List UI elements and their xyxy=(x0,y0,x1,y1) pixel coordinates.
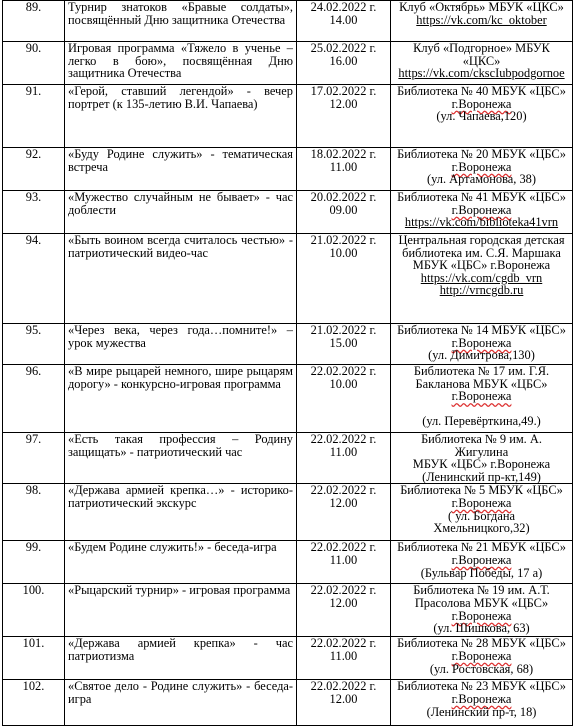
place-line: г.Воронежа xyxy=(451,335,512,350)
event-datetime xyxy=(297,433,391,484)
row-number: 99. xyxy=(3,541,65,584)
event-time: 11.00 xyxy=(329,159,358,174)
row-number: 100. xyxy=(3,584,65,637)
event-name: «Герой, ставший легендой» - вечер портрет (к 135-летию В.И. Чапаева) xyxy=(65,85,297,148)
place-link[interactable]: https://vk.com/biblioteka41vrn xyxy=(404,215,559,230)
table-row xyxy=(3,1,573,42)
event-time: 10.00 xyxy=(329,376,358,391)
event-place xyxy=(391,484,573,541)
place-link[interactable]: https://vk.com/ckscIubpodgornoe xyxy=(398,66,565,81)
place-line: Библиотека № 21 МБУК «ЦБС» xyxy=(397,540,566,555)
event-time: 10.00 xyxy=(329,245,358,260)
event-name: «Есть такая профессия – Родину защищать» - патриотический час xyxy=(65,433,297,484)
table-row xyxy=(3,365,573,433)
place-line: г.Воронежа xyxy=(451,202,512,217)
table-row xyxy=(3,484,573,541)
place-line: (Ленинский пр-кт,149) xyxy=(422,469,541,484)
event-datetime xyxy=(297,541,391,584)
event-date: 22.02.2022 г. xyxy=(310,432,377,446)
event-name: Турнир знатоков «Бравые солдаты», посвящённый Дню защитника Отечества xyxy=(65,1,297,42)
table-row xyxy=(3,234,573,324)
event-date: 22.02.2022 г. xyxy=(310,636,377,651)
row-number: 101. xyxy=(3,637,65,680)
event-name: «Мужество случайным не бывает» - час доблести xyxy=(65,191,297,234)
event-name: «Буду Родине служить» - тематическая встреча xyxy=(65,148,297,191)
place-line: МБУК «ЦБС» г.Воронежа xyxy=(412,457,551,472)
row-number: 102. xyxy=(3,680,65,726)
place-line: (Ленинский пр-т, 18) xyxy=(426,704,537,719)
event-place xyxy=(391,85,573,148)
place-link[interactable]: https://vk.com/kc_oktober xyxy=(416,12,547,27)
event-time: 11.00 xyxy=(329,552,358,567)
table-row xyxy=(3,148,573,191)
place-line: Библиотека № 28 МБУК «ЦБС» xyxy=(397,636,566,651)
place-line: Прасолова МБУК «ЦБС» xyxy=(414,595,549,610)
event-datetime xyxy=(297,148,391,191)
row-number: 91. xyxy=(3,85,65,148)
place-line: Библиотека № 17 им. Г.Я. xyxy=(413,364,550,378)
place-line: г.Воронежа xyxy=(451,691,512,706)
place-line: Библиотека № 9 им. А. Жигулина xyxy=(421,432,542,459)
event-time: 11.00 xyxy=(329,444,358,459)
event-name: Игровая программа «Тяжело в ученье – легко в бою», посвящённая Дню защитника Отечества xyxy=(65,42,297,85)
place-line: г.Воронежа xyxy=(451,608,512,623)
place-line: библиотека им. С.Я. Маршака xyxy=(402,245,561,260)
event-time: 12.00 xyxy=(329,595,358,610)
event-datetime xyxy=(297,191,391,234)
table-row xyxy=(3,433,573,484)
row-number: 96. xyxy=(3,365,65,433)
event-datetime xyxy=(297,324,391,365)
place-line: г.Воронежа xyxy=(451,96,512,111)
event-time: 14.00 xyxy=(329,12,358,27)
place-line: (ул. Димитрова,130) xyxy=(428,348,535,363)
event-place xyxy=(391,584,573,637)
table-row xyxy=(3,191,573,234)
event-date: 24.02.2022 г. xyxy=(310,0,377,14)
row-number: 93. xyxy=(3,191,65,234)
table-row xyxy=(3,85,573,148)
table-row xyxy=(3,637,573,680)
event-place xyxy=(391,365,573,433)
row-number: 89. xyxy=(3,1,65,42)
event-datetime xyxy=(297,584,391,637)
event-datetime xyxy=(297,680,391,726)
event-place xyxy=(391,148,573,191)
place-link[interactable]: https://vk.com/cgdb_vrn xyxy=(420,270,543,285)
event-date: 25.02.2022 г. xyxy=(310,41,377,55)
place-line: ( ул. Богдана xyxy=(448,508,515,523)
event-name: «Святое дело - Родине служить» - беседа-игра xyxy=(65,680,297,726)
place-line: г.Воронежа xyxy=(451,389,512,404)
table-row xyxy=(3,584,573,637)
table-row xyxy=(3,541,573,584)
row-number: 98. xyxy=(3,484,65,541)
row-number: 94. xyxy=(3,234,65,324)
place-line: г.Воронежа xyxy=(451,495,512,510)
event-time: 12.00 xyxy=(329,96,358,111)
event-name: «Будем Родине служить!» - беседа-игра xyxy=(65,541,297,584)
place-link[interactable]: http://vrncgdb.ru xyxy=(439,283,524,298)
place-line: Библиотека № 41 МБУК «ЦБС» xyxy=(397,190,566,204)
event-date: 22.02.2022 г. xyxy=(310,364,377,378)
place-line: (ул. Перевёрткина,49.) xyxy=(422,414,541,429)
event-place xyxy=(391,433,573,484)
event-name: «В мире рыцарей немного, шире рыцарям дорогу» - конкурсно-игровая программа xyxy=(65,365,297,433)
events-table-body xyxy=(3,1,573,726)
place-line: Библиотека № 40 МБУК «ЦБС» xyxy=(397,84,566,98)
event-time: 15.00 xyxy=(329,335,358,350)
event-place xyxy=(391,541,573,584)
place-line: Библиотека № 14 МБУК «ЦБС» xyxy=(397,323,566,337)
place-line: (ул. Чапаева,120) xyxy=(436,109,527,124)
event-place xyxy=(391,637,573,680)
event-date: 22.02.2022 г. xyxy=(310,679,377,694)
event-place xyxy=(391,42,573,85)
event-datetime xyxy=(297,1,391,42)
event-datetime xyxy=(297,42,391,85)
place-line: (ул. Артамонова, 38) xyxy=(427,172,536,187)
event-date: 20.02.2022 г. xyxy=(310,190,377,204)
table-row xyxy=(3,42,573,85)
place-line: Клуб «Подгорное» МБУК «ЦКС» xyxy=(413,41,550,68)
event-place xyxy=(391,1,573,42)
place-line: МБУК «ЦБС» г.Воронежа xyxy=(412,258,551,273)
event-place xyxy=(391,191,573,234)
event-date: 22.02.2022 г. xyxy=(310,583,377,598)
event-datetime xyxy=(297,484,391,541)
place-line: Клуб «Октябрь» МБУК «ЦКС» xyxy=(399,0,564,14)
event-name: «Рыцарский турнир» - игровая программа xyxy=(65,584,297,637)
event-time: 12.00 xyxy=(329,691,358,706)
event-name: «Держава армией крепка» - час патриотизма xyxy=(65,637,297,680)
event-datetime xyxy=(297,234,391,324)
table-row xyxy=(3,680,573,726)
event-date: 18.02.2022 г. xyxy=(310,147,377,161)
table-row xyxy=(3,324,573,365)
place-line: (Бульвар Победы, 17 а) xyxy=(420,565,543,580)
event-datetime xyxy=(297,637,391,680)
row-number: 97. xyxy=(3,433,65,484)
place-line: Центральная городская детская xyxy=(398,233,565,247)
event-name: «Держава армией крепка…» - историко-патриотический экскурс xyxy=(65,484,297,541)
row-number: 95. xyxy=(3,324,65,365)
place-line: Библиотека № 19 им. А.Т. xyxy=(413,583,550,598)
event-date: 22.02.2022 г. xyxy=(310,540,377,555)
event-datetime xyxy=(297,365,391,433)
place-line: (ул. Шишкова, 63) xyxy=(433,621,530,636)
place-line: г.Воронежа xyxy=(451,552,512,567)
event-date: 21.02.2022 г. xyxy=(310,233,377,247)
event-time: 16.00 xyxy=(329,53,358,68)
place-line: Библиотека № 20 МБУК «ЦБС» xyxy=(397,147,566,161)
event-name: «Через века, через года…помните!» – урок мужества xyxy=(65,324,297,365)
event-date: 22.02.2022 г. xyxy=(310,483,377,498)
events-table xyxy=(2,0,573,726)
place-line: (ул. Ростовская, 68) xyxy=(429,661,534,676)
event-name: «Быть воином всегда считалось честью» - патриотический видео-час xyxy=(65,234,297,324)
place-line: Хмельницкого,32) xyxy=(433,521,530,536)
row-number: 90. xyxy=(3,42,65,85)
place-line: г.Воронежа xyxy=(451,159,512,174)
event-place xyxy=(391,234,573,324)
event-date: 17.02.2022 г. xyxy=(310,84,377,98)
event-date: 21.02.2022 г. xyxy=(310,323,377,337)
row-number: 92. xyxy=(3,148,65,191)
place-line: Бакланова МБУК «ЦБС» xyxy=(415,376,548,391)
event-time: 12.00 xyxy=(329,495,358,510)
event-time: 11.00 xyxy=(329,648,358,663)
event-time: 09.00 xyxy=(329,202,358,217)
place-line: Библиотека № 23 МБУК «ЦБС» xyxy=(397,679,566,694)
event-place xyxy=(391,324,573,365)
place-line: Библиотека № 5 МБУК «ЦБС» xyxy=(400,483,563,498)
place-line: г.Воронежа xyxy=(451,648,512,663)
event-datetime xyxy=(297,85,391,148)
event-place xyxy=(391,680,573,726)
